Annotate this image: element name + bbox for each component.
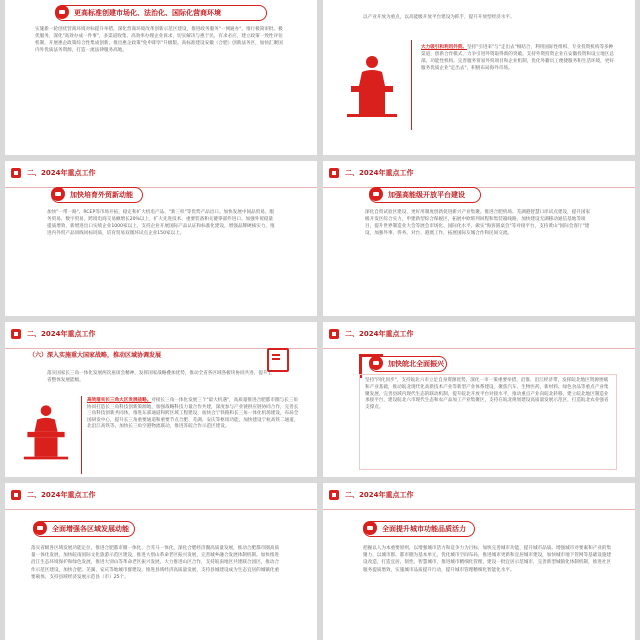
- divider: [411, 40, 412, 130]
- slide-3: [5, 161, 317, 316]
- header-title: 二、2024年重点工作: [27, 169, 96, 177]
- section-pill: [363, 521, 475, 537]
- slide-body: 把握以人为本重要原则，以增强城市活力和竞争力为目标，加快完善城市功能，提升城市品质。增强城市对要素和产业的集聚力，以城市群、都市圈为基本单元，优化城市空间布局，推进城市更新和宜居城市建设，加快城市地下管网等基础设施建设改造，打造宜居、韧性、智慧城市，推进城市精细化管理，建设一批宜居示范城市，完善新型城镇化体制机制，推进社区服务提质增效，实施城市品质提升行动，提升城市管理精细化智能化水平。: [363, 546, 612, 573]
- pill-icon: [369, 187, 383, 201]
- header-title: 二、2024年重点工作: [345, 330, 414, 338]
- slide-1: [5, 0, 317, 155]
- header-title: 二、2024年重点工作: [27, 330, 96, 338]
- section-pill: [51, 187, 143, 203]
- slide-header: [323, 483, 635, 510]
- highlight-text: 高效落实长三角大区发展战略。: [87, 398, 152, 403]
- body-text: 坚持"引进来"与"走出去"相结合，利用国际性组织、专业投资机构等多种渠道，创新合作模式，力争引进外资取得新的突破。支持外资投资企业在安徽投资和设立地区总部、功能性机构。完善服务贸易外贸项目和企业机制，优化外籍员工便捷服务和生活环境，更好服务优质企业"走出去"，积极布局海外市场。: [421, 45, 614, 71]
- highlight-text: 大力吸引和利用外资。: [421, 45, 467, 50]
- pill-icon: [369, 356, 383, 370]
- speaker-podium-icon: [337, 50, 407, 120]
- slide-intro: 落实国家长三角一体化发展两次座谈会精神，发挥国家战略叠加优势，推动全省各区域各板块协同共进，提升全省整体发展能级。: [47, 371, 273, 383]
- section-pill: [55, 5, 267, 21]
- logo-icon: [11, 329, 21, 339]
- slide-header: [5, 161, 317, 188]
- logo-icon: [329, 490, 339, 500]
- pill-icon: [55, 5, 69, 19]
- divider: [81, 396, 82, 474]
- slide-2: [323, 0, 635, 155]
- logo-icon: [329, 168, 339, 178]
- slide-header: [5, 483, 317, 510]
- slide-5: [5, 322, 317, 477]
- slide-4: [323, 161, 635, 316]
- pill-icon: [33, 521, 47, 535]
- document-search-icon: [267, 348, 289, 372]
- pill-icon: [363, 521, 377, 535]
- header-title: 二、2024年重点工作: [345, 169, 414, 177]
- section-pill: [369, 356, 447, 372]
- slide-body: 落实省级各区域发展功能定位，推进合肥都市圈一体化、合芜马一体化，深化合肥经济圈高质量发展，推动合肥都市圈高质量一体化发展，加快皖南国际文化旅游示范区建设，推进大别山革命老区振兴发展，完善城乡融合发展体制机制。加快推进沿江生态环境保护和绿色发展，推进大别山等革命老区振兴发展，大力推进山区合作，支持皖南地区共建联合园区，推动合作示范区建设，加快合肥、芜湖、安庆等地城市群建设，推进县域经济高质量发展，支持县城建设成为生态宜居的城镇化重要载体，支持县域经济发展示范县（市）25个。: [31, 546, 280, 580]
- slide-header: [323, 161, 635, 188]
- slide-6: [323, 322, 635, 477]
- pill-title: 加快培育外贸新动能: [70, 191, 133, 199]
- speaker-podium-icon: [15, 400, 77, 462]
- header-title: 二、2024年重点工作: [345, 491, 414, 499]
- slide-intro: 以产业开放为重点，以高能级开放平台建设为抓手，提升开放型经济水平。: [363, 15, 515, 20]
- slide-body: 坚持"四化同步"，支持皖北六市立足自身资源优势，深化一市一策重要举措，沿淮、沿江经济带，发挥皖北地区资源禀赋和产业基础，推动皖北现代化高新技术产业等新型产业体系建设，聚焦汽车、生物医药、新材料、绿色食品等重点产业集聚发展，完善县域内现代生态的联动机制，提升皖北开放平台对接水平，推动重点产业向皖北转移，建立皖北地区制造业承接平台，建设皖北六市现代生态和农产品加工产业集聚区，支持在皖北规划建设高质量发展示范区，打造皖北农业强省支撑点。: [365, 378, 609, 411]
- header-title: 二、2024年重点工作: [27, 491, 96, 499]
- slide-body: 深化自贸试验区建设，更好用制度创新促进新兴产业集聚。推进合肥机场、芜湖港智慧口岸试点建设，提升国家级开发区综合实力，申建新型综合保税区，拓展中欧班列回程和集装箱线路，加快建设无湖移动通信基地等项目，提升世界制造业大会等展会市场化、国际化水平，做实"海客圆桌会"等对接平台，支持黄山"国际会客厅"建设，加强外事、侨务、对台、港澳工作，拓展国际友城合作和民间交流。: [365, 210, 591, 236]
- slide-body: [87, 398, 299, 431]
- slide-body: 实施新一轮创优营商环境对标提升举措，深化营商环境改革创新示范区建设，推进政务服务"一网通办"，推行极简审批、极优服务，深化"高效办成一件事"，多渠道收集、高效率办理企业诉求，切实解决与惠于民，有求必应，建立政策一致性评估机制，开展惠企政策综合性集成创新，推出惠企政策"免申即享"升级版。高标准建设安徽（合肥）创新法务区，加快汇聚国内外优质法务资源，打造一流法律服务高地。: [35, 27, 283, 53]
- slide-header: [5, 322, 317, 349]
- body-text: 对接长三角一体化发展三个"最大机遇"，高质量推进合肥都市圈与长三角协同打造长三角科技创新策源地，加强战略科技力量合作共建，深度参与产业链供应链协同合作，完善长三角科技创新共同体，推进东部通道和跨区域工程建设，加快合宁铁路和长三角一体化机场建设，布局全国研发中心，提升长三角重要通道和重要节点合肥、芜湖、安庆等枢纽功能，加快建设宁杭高铁二通道、北沿江高铁等，加快长三角空港物流联动，推进苏皖合作示范区建设。: [87, 398, 299, 429]
- section-title: （六）深入实施重大国家战略，推动区域协调发展: [29, 352, 162, 359]
- logo-icon: [11, 490, 21, 500]
- slide-7: [5, 483, 317, 640]
- pill-title: 更高标准创建市场化、法治化、国际化营商环境: [74, 9, 221, 17]
- pill-title: 全面提升城市功能品质活力: [382, 525, 466, 533]
- logo-icon: [329, 329, 339, 339]
- pill-icon: [51, 187, 65, 201]
- section-pill: [369, 187, 481, 203]
- slide-body: 加快"一带一路"、RCEP等市场开拓，稳定和扩大机电产品、"新三样"等优势产品出口。加快发展中间品贸易、服务贸易、数字贸易，跨境电商交易额增长20%以上，扩大先进技术、重要装备和关键零部件进口。加强外贸稳量提质增效，新增进出口实绩企业1000家以上，支持企业开展国际产品认证和标准化建设，增强品牌硬核实力，推进内外贸产品同线同标同质，培育贸易双循环试点企业150家以上。: [47, 210, 275, 236]
- pill-title: 全面增强各区域发展动能: [52, 525, 129, 533]
- slide-8: [323, 483, 635, 640]
- pill-title: 加强高能级开放平台建设: [388, 191, 465, 199]
- section-pill: [33, 521, 135, 537]
- logo-icon: [11, 168, 21, 178]
- slide-body: [421, 44, 617, 72]
- pill-title: 加快皖北全面振兴: [388, 360, 444, 368]
- slide-header: [323, 322, 635, 349]
